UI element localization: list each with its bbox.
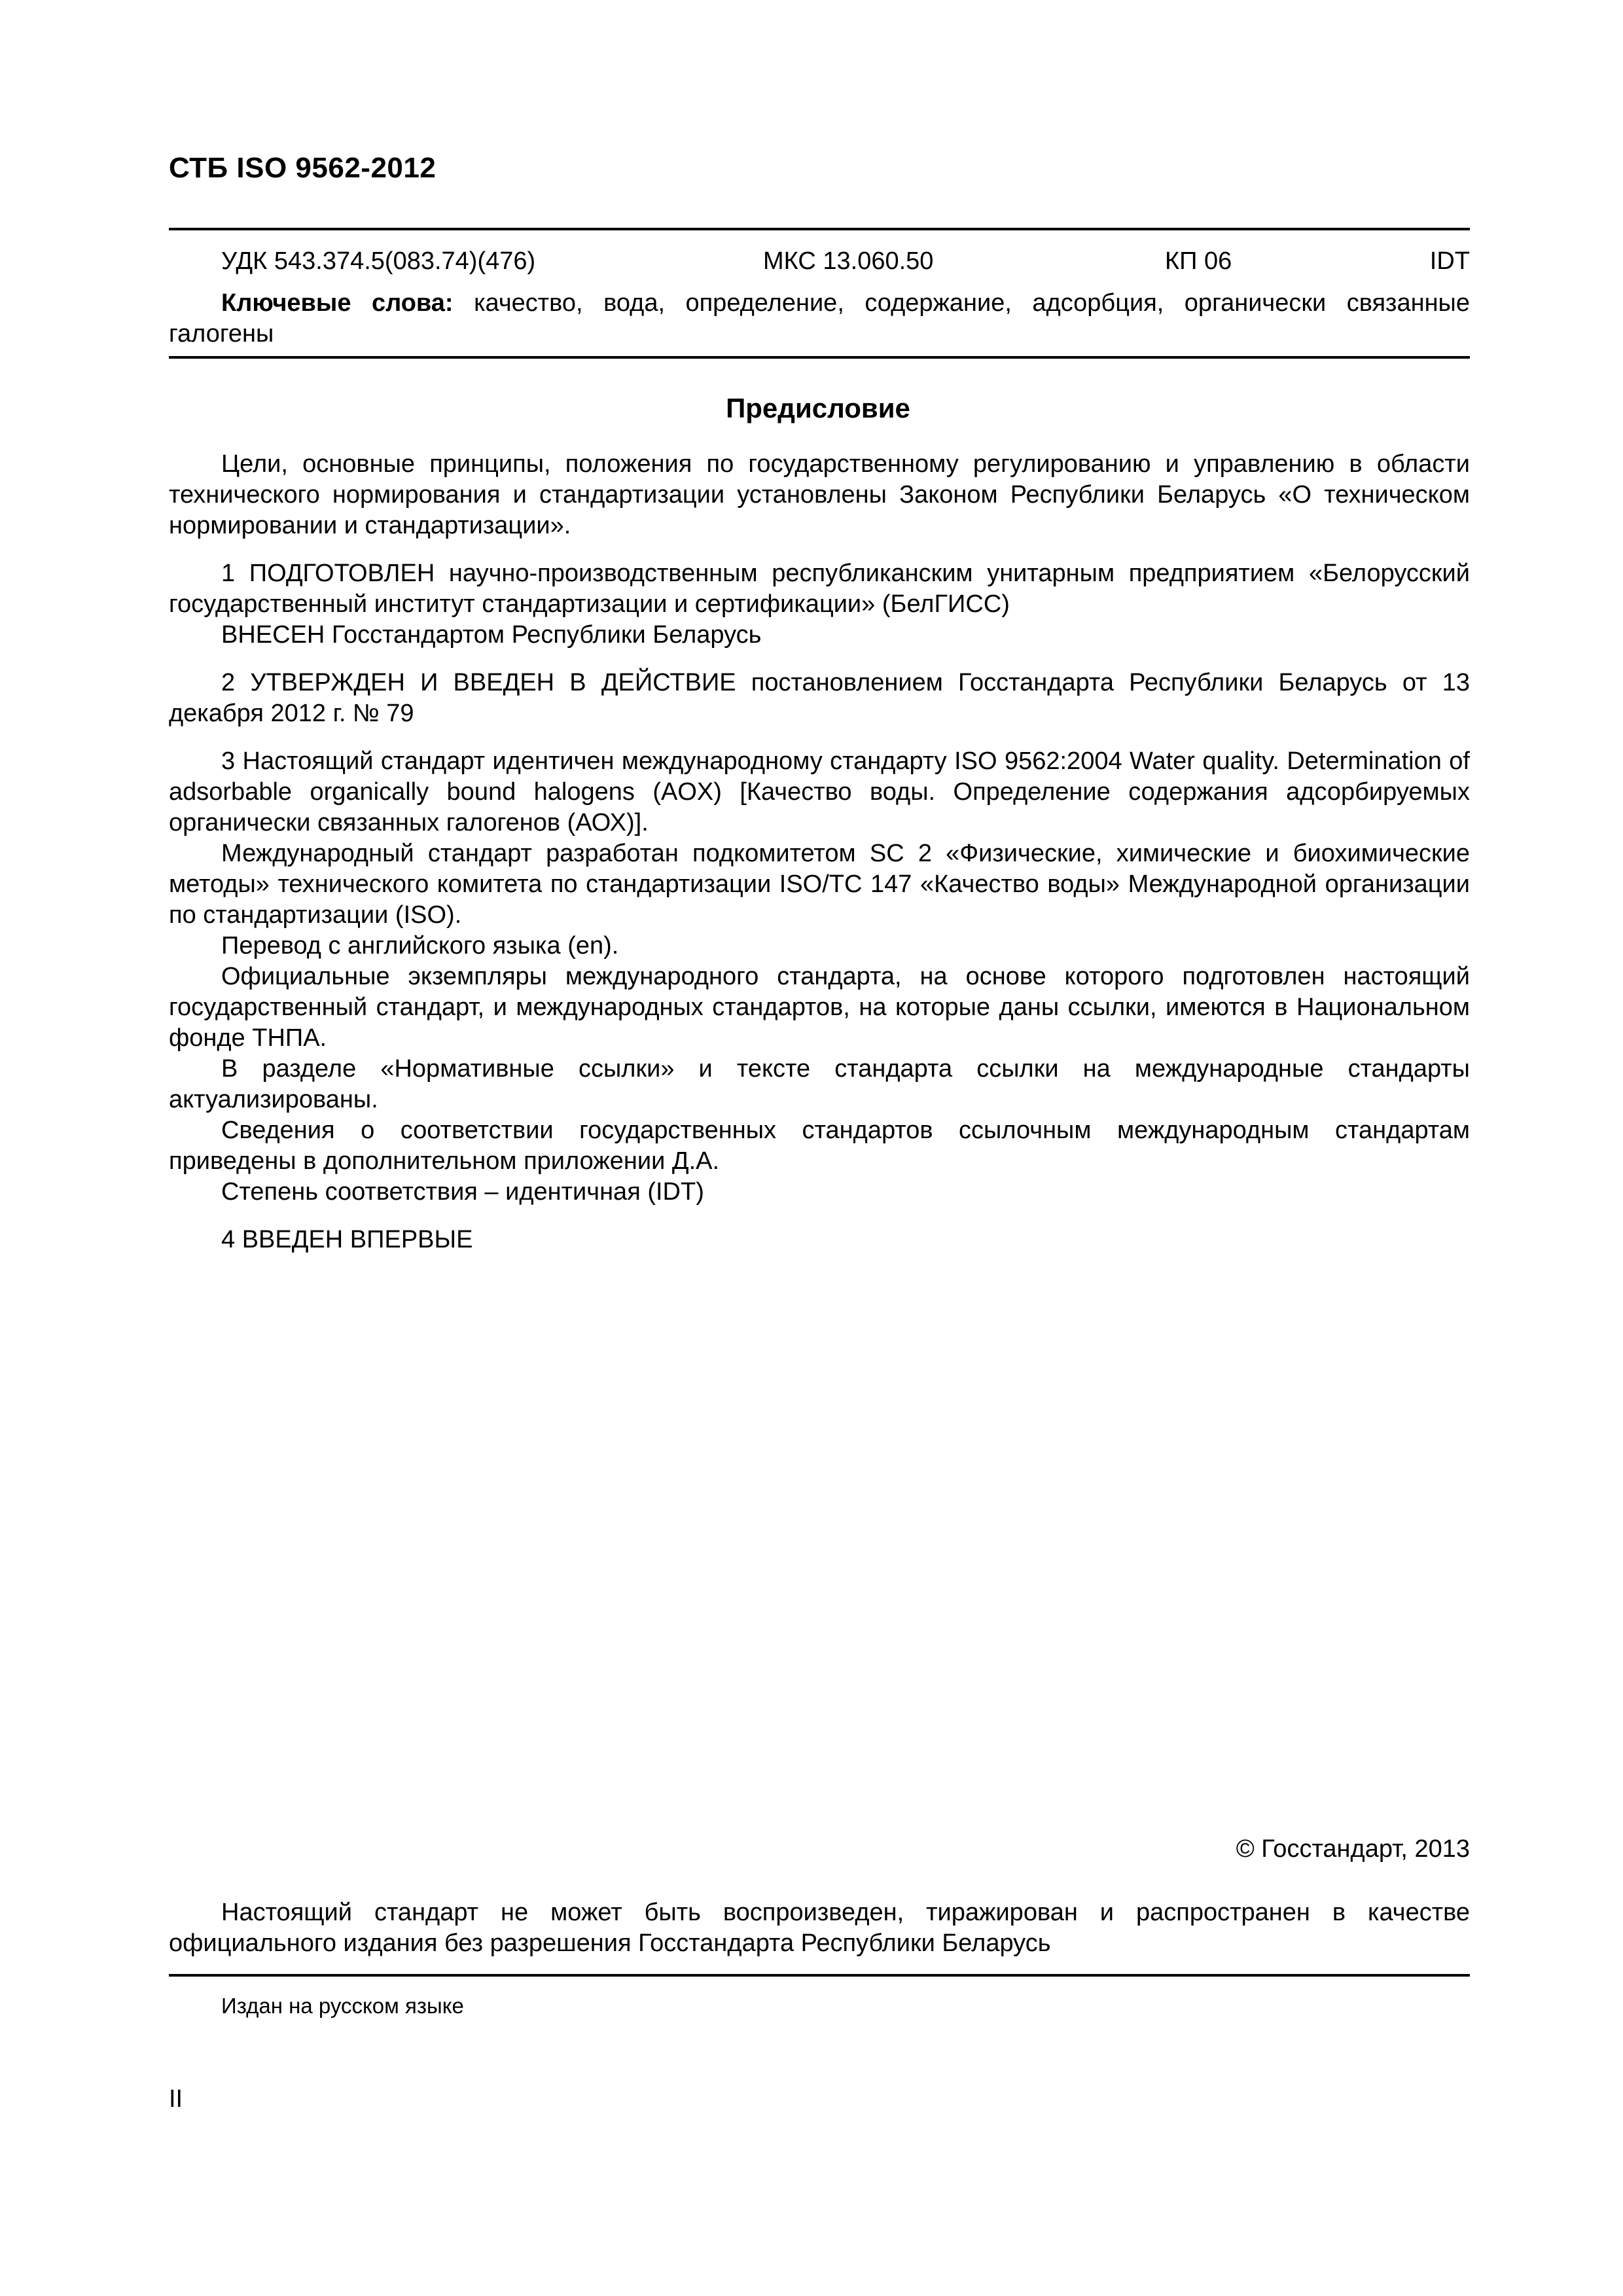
preface-item-2: 2 УТВЕРЖДЕН И ВВЕДЕН В ДЕЙСТВИЕ постановлением Госстандарта Республики Беларусь от 13 декабря 2012 г. № 79 bbox=[169, 669, 1470, 727]
preface-intro: Цели, основные принципы, положения по государственному регулированию и управлению в области технического нормирования и стандартизации установлены Законом Республики Беларусь «О техническом нормировании и стандартизации». bbox=[169, 450, 1470, 539]
reproduction-notice-block bbox=[169, 1897, 1470, 1959]
footer-divider bbox=[169, 1974, 1470, 1977]
preface-item-1: 1 ПОДГОТОВЛЕН научно-производственным республиканским унитарным предприятием «Белорусский государственный институт стандартизации и сертификации» (БелГИСС) bbox=[169, 560, 1470, 618]
copyright-notice: © Госстандарт, 2013 bbox=[1236, 1835, 1470, 1863]
reproduction-notice: Настоящий стандарт не может быть воспроизведен, тиражирован и распространен в качестве официального издания без разрешения Госстандарта Республики Беларусь bbox=[169, 1899, 1470, 1957]
preface-item-3-degree: Степень соответствия – идентичная (IDT) bbox=[221, 1178, 704, 1206]
preface-title: Предисловие bbox=[726, 393, 910, 423]
keywords-label: Ключевые слова: bbox=[221, 289, 454, 317]
preface-item-3-references: В разделе «Нормативные ссылки» и тексте стандарта ссылки на международные стандарты актуализированы. bbox=[169, 1055, 1470, 1113]
preface-item-3-translation: Перевод с английского языка (en). bbox=[221, 932, 619, 960]
keywords-divider bbox=[169, 356, 1470, 359]
kp-code: КП 06 bbox=[1165, 247, 1232, 275]
preface-item-1-introduced: ВНЕСЕН Госстандартом Республики Беларусь bbox=[221, 621, 762, 649]
idt-code: IDT bbox=[1429, 247, 1470, 275]
keywords-text: качество, вода, определение, содержание, адсорбция, органически связанные галогены bbox=[169, 289, 1470, 348]
keywords-block bbox=[169, 288, 1470, 350]
keywords-paragraph bbox=[169, 288, 1470, 350]
udk-code: УДК 543.374.5(083.74)(476) bbox=[221, 247, 536, 275]
top-divider bbox=[169, 228, 1470, 230]
preface-body bbox=[169, 449, 1470, 1255]
preface-item-3-official: Официальные экземпляры международного стандарта, на основе которого подготовлен настоящий государственный стандарт, и международных стандартов, на которые даны ссылки, имеются в Национальном фонде ТНПА. bbox=[169, 963, 1470, 1052]
preface-item-3-developed: Международный стандарт разработан подкомитетом SC 2 «Физические, химические и биохимические методы» технического комитета по стандартизации ISO/TC 147 «Качество воды» Международной организации по стандартизации (ISO). bbox=[169, 840, 1470, 929]
classification-row bbox=[0, 247, 1623, 280]
preface-item-3-info: Сведения о соответствии государственных стандартов ссылочным международным стандартам приведены в дополнительном приложении Д.А. bbox=[169, 1117, 1470, 1175]
published-language: Издан на русском языке bbox=[221, 1994, 464, 2018]
mks-code: МКС 13.060.50 bbox=[763, 247, 934, 275]
page-number: II bbox=[169, 2085, 183, 2113]
standard-code-header: СТБ ISO 9562-2012 bbox=[169, 152, 437, 184]
preface-item-4: 4 ВВЕДЕН ВПЕРВЫЕ bbox=[221, 1226, 473, 1253]
preface-item-3: 3 Настоящий стандарт идентичен международному стандарту ISO 9562:2004 Water quality. Determination of adsorbable organically bound halogens (AOX) [Качество воды. Определение содержания адсорбируемых органически связанных галогенов (АОХ)]. bbox=[169, 747, 1470, 836]
